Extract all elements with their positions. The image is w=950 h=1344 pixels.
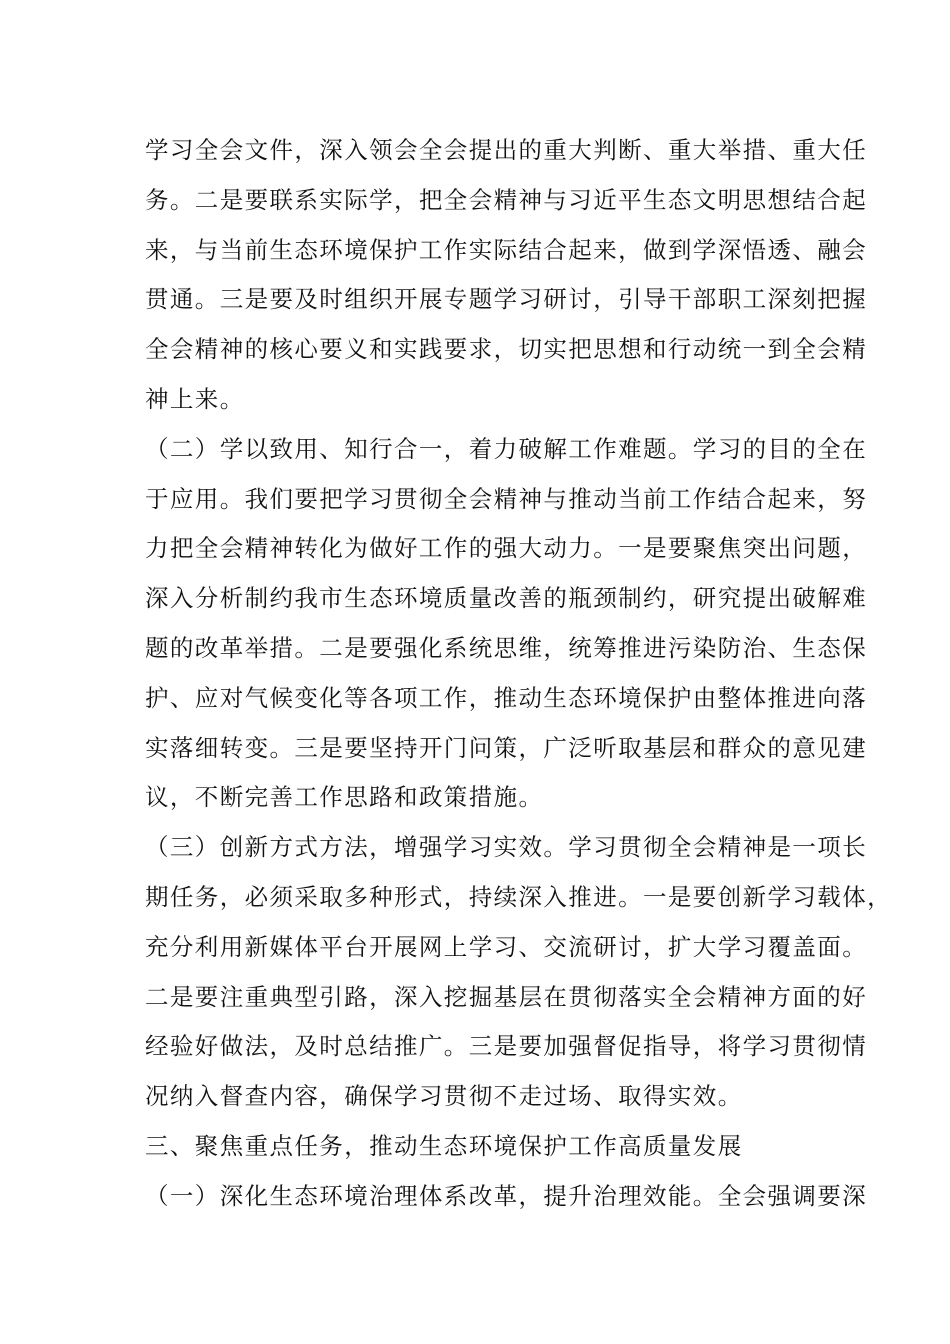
text-line: 全会精神的核心要义和实践要求，切实把思想和行动统一到全会精 xyxy=(145,335,868,364)
text-line: 神上来。 xyxy=(145,384,245,413)
document-body xyxy=(145,126,892,1222)
text-line: 来，与当前生态环境保护工作实际结合起来，做到学深悟透、融会 xyxy=(145,235,868,264)
section-heading-line: （一）深化生态环境治理体系改革，提升治理效能。全会强调要深 xyxy=(145,1181,868,1210)
text-line: 议，不断完善工作思路和政策措施。 xyxy=(145,783,544,812)
chapter-heading-line: 三、聚焦重点任务，推动生态环境保护工作高质量发展 xyxy=(145,1131,743,1160)
text-line: 实落细转变。三是要坚持开门问策，广泛听取基层和群众的意见建 xyxy=(145,733,868,762)
text-line: 务。二是要联系实际学，把全会精神与习近平生态文明思想结合起 xyxy=(145,185,868,214)
text-line: 题的改革举措。二是要强化系统思维，统筹推进污染防治、生态保 xyxy=(145,633,868,662)
text-line: 经验好做法，及时总结推广。三是要加强督促指导，将学习贯彻情 xyxy=(145,1032,868,1061)
text-line: 贯通。三是要及时组织开展专题学习研讨，引导干部职工深刻把握 xyxy=(145,285,868,314)
text-line: 护、应对气候变化等各项工作，推动生态环境保护由整体推进向落 xyxy=(145,683,868,712)
text-line: 况纳入督查内容，确保学习贯彻不走过场、取得实效。 xyxy=(145,1082,743,1111)
text-line: 于应用。我们要把学习贯彻全会精神与推动当前工作结合起来，努 xyxy=(145,484,868,513)
section-heading-line: （三）创新方式方法，增强学习实效。学习贯彻全会精神是一项长 xyxy=(145,833,868,862)
text-line: 力把全会精神转化为做好工作的强大动力。一是要聚焦突出问题， xyxy=(145,534,868,563)
text-line: 深入分析制约我市生态环境质量改善的瓶颈制约，研究提出破解难 xyxy=(145,584,868,613)
section-heading-line: （二）学以致用、知行合一，着力破解工作难题。学习的目的全在 xyxy=(145,434,868,463)
text-line: 充分利用新媒体平台开展网上学习、交流研讨，扩大学习覆盖面。 xyxy=(145,932,868,961)
text-line: 二是要注重典型引路，深入挖掘基层在贯彻落实全会精神方面的好 xyxy=(145,982,868,1011)
text-line: 期任务，必须采取多种形式，持续深入推进。一是要创新学习载体， xyxy=(145,882,892,911)
text-line: 学习全会文件，深入领会全会提出的重大判断、重大举措、重大任 xyxy=(145,136,868,164)
